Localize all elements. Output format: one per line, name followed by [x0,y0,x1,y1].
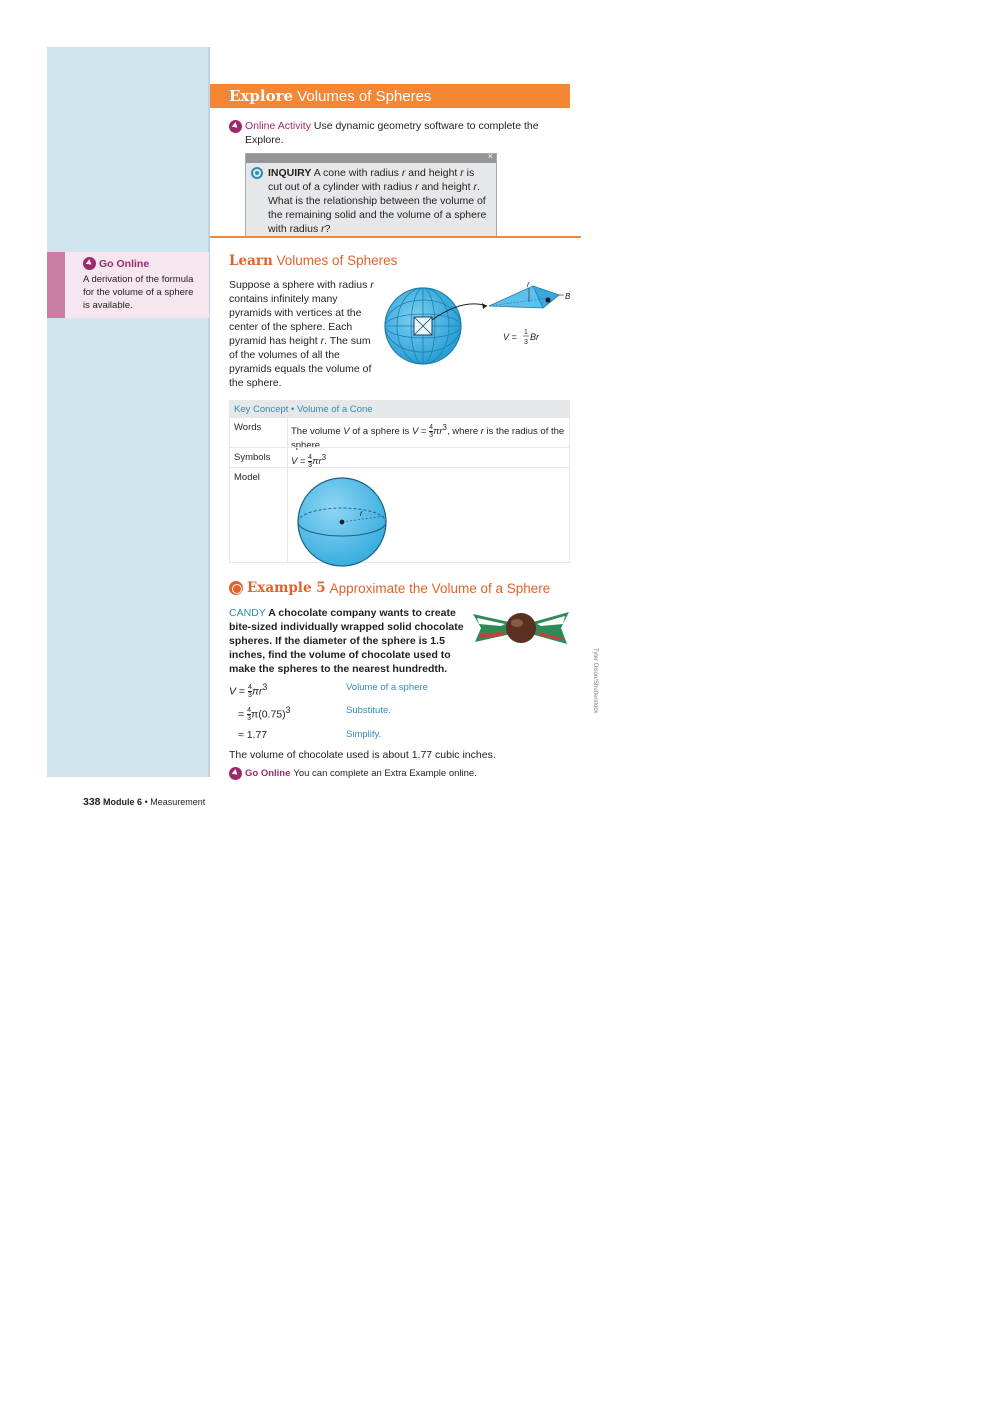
module-name: Module 6 [103,797,143,807]
inquiry-part: and height [418,181,474,193]
kc-row-model [230,467,569,563]
explore-label: Explore [229,87,294,105]
pyramid-formula-lhs: V = [503,332,517,342]
step-expr: 1.77 [246,729,268,741]
kc-column-divider [287,468,288,563]
kc-part: = [418,426,430,438]
pyramid [489,286,564,308]
step-lhs: V [229,685,237,698]
learn-text [229,278,377,390]
online-activity-text: Use dynamic geometry software to complete the Explore. [245,120,539,146]
inquiry-var: r [473,181,477,193]
side-panel [47,47,209,777]
step-expr: πr [251,685,263,698]
work-step-3 [238,728,267,742]
learn-heading [229,253,397,269]
kc-part: = [297,456,309,468]
inquiry-box [245,153,497,237]
kc-words-label: Words [234,422,262,433]
inquiry-label: INQUIRY [268,167,312,179]
work-note-1: Volume of a sphere [346,682,428,693]
kc-var: πr [433,426,443,438]
inquiry-var: r [401,167,406,179]
learn-label: Learn [229,253,273,269]
example-label: Example 5 [247,580,326,596]
go-online-text: You can complete an Extra Example online. [293,768,477,779]
example-title: Approximate the Volume of a Sphere [329,580,551,596]
sphere-pyramid-diagram [383,278,573,370]
inquiry-part: ? [324,223,331,235]
fraction-numerator: 4 [247,707,251,715]
go-online-extra-example[interactable] [229,767,477,780]
work-step-2 [238,703,291,722]
inquiry-var: r [460,167,464,179]
work-note-3: Simplify. [346,729,382,740]
explore-banner [210,84,570,108]
pyramid-r-label: r [527,280,530,289]
fraction-denominator: 3 [429,432,434,440]
online-activity-link[interactable]: Online Activity [245,120,311,132]
step-eq: = [238,708,248,721]
step-expr: π(0.75) [250,708,286,721]
kc-column-divider [287,448,288,467]
kc-var: πr [312,456,322,468]
fraction-numerator: 4 [247,684,252,692]
kc-exponent: 3 [442,423,447,432]
learn-title: Volumes of Spheres [276,253,398,268]
kc-row-words [230,417,569,452]
pyramid-b-label: B [565,292,571,301]
key-concept-table [229,400,570,563]
kc-part: of a sphere is [349,426,412,438]
page-footer [83,796,205,808]
work-step-1 [229,680,267,699]
go-online-sidebar-title[interactable] [83,257,149,270]
page-number: 338 [83,796,101,808]
step-eq: ≈ [238,729,247,741]
learn-var: r [320,335,325,347]
pyramid-formula-num: 1 [524,329,528,336]
kc-symbols-label: Symbols [234,452,271,463]
learn-part: Suppose a sphere with radius [229,279,371,291]
inquiry-part: . What is the relationship between the volume of the remaining solid and the volume of a sphere with radius [268,181,487,235]
kc-var: V [343,426,350,438]
inquiry-part: is cut out of a cylinder with radius [268,167,475,193]
footer-separator: • [142,797,151,807]
kc-exponent: 3 [321,453,327,462]
example-problem-text: A chocolate company wants to create bite-sized individually wrapped solid chocolate spheres. If the diameter of the sphere is 1.5 inches, find the volume of chocolate used to make the spheres to the nearest hundredth. [229,607,464,675]
fraction-denominator: 3 [247,692,252,700]
kc-part: , where [446,426,481,438]
pyramid-formula-den: 3 [524,339,528,346]
online-activity [229,119,569,147]
step-exponent: 3 [262,682,268,692]
example-problem [229,606,469,676]
inquiry-var: r [321,223,325,235]
model-sphere [296,476,388,568]
example-conclusion: The volume of chocolate used is about 1.77 cubic inches. [229,749,496,761]
explore-title: Volumes of Spheres [297,88,432,105]
go-online-sidebar-text: A derivation of the formula for the volume of a sphere is available. [83,274,194,311]
step-exponent: 3 [285,705,291,715]
globe-icon [229,581,243,595]
kc-var: V [291,456,298,468]
inquiry-titlebar [246,154,496,163]
side-divider [208,47,210,777]
kc-var: V [411,426,419,438]
key-concept-header: Key Concept • Volume of a Cone [230,401,569,417]
kc-part: is the radius of the sphere. [291,426,565,452]
go-online-accent-bar [47,252,65,318]
model-radius-label: r [360,509,363,518]
cursor-icon [83,257,96,270]
fraction-denominator: 3 [247,715,251,723]
step-eq: = [236,685,248,698]
learn-part: . The sum of the volumes of all the pyramids equals the volume of the sphere. [229,335,372,389]
cursor-icon [229,767,242,780]
module-topic: Measurement [150,797,206,807]
inquiry-part: and height [405,167,461,179]
inquiry-icon [251,167,263,179]
learn-part: contains infinitely many pyramids with vertices at the center of the sphere. Each pyramid has height [229,293,362,347]
fraction-numerator: 4 [308,454,313,462]
work-note-2: Substitute. [346,705,391,716]
inquiry-part: A cone with radius [313,167,402,179]
photo-credit: Tyler Olson/Shutterstock [592,648,598,714]
section-divider [210,236,581,238]
segmented-sphere [385,288,461,364]
example-heading [229,580,550,596]
learn-var: r [370,279,374,291]
pyramid-formula-rhs: Br [530,332,539,342]
go-online-label[interactable]: Go Online [245,768,291,779]
fraction-denominator: 3 [308,462,313,470]
kc-model-label: Model [234,472,260,483]
kc-var: r [480,426,484,438]
arrow-head [482,303,487,309]
inquiry-text [268,166,490,236]
cursor-icon [229,120,242,133]
kc-column-divider [287,418,288,447]
wrapped-chocolate-photo [471,604,571,650]
kc-part: The volume [291,426,344,438]
inquiry-var: r [415,181,419,193]
go-online-sidebar-label: Go Online [99,257,150,270]
example-topic: CANDY [229,607,266,619]
kc-row-symbols [230,447,569,470]
fraction-numerator: 4 [429,424,434,432]
